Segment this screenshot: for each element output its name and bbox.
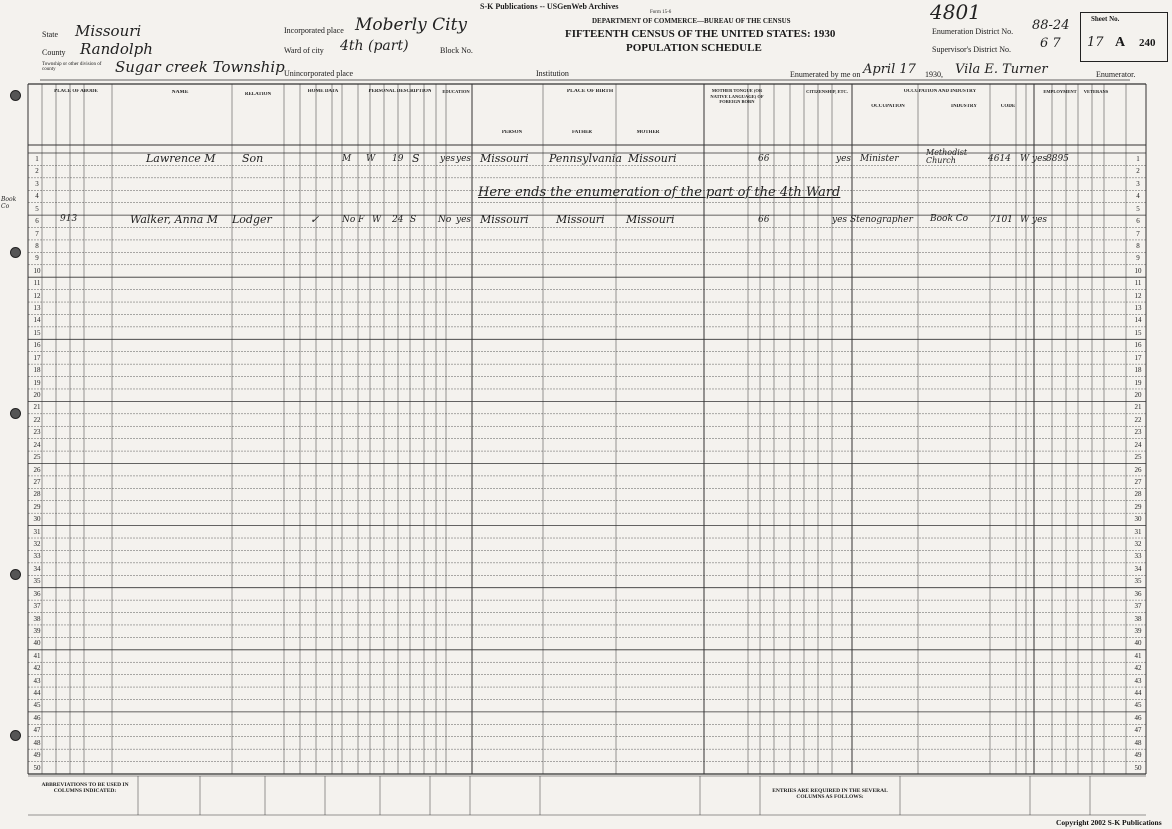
row-number-left: 3	[35, 179, 39, 188]
row1-emp-code: 8895	[1046, 154, 1069, 164]
row-number-left: 25	[33, 453, 41, 462]
county-label: County	[42, 48, 66, 57]
head-occ: OCCUPATION	[871, 104, 905, 109]
row-number-right: 47	[1134, 726, 1142, 735]
row-number-right: 50	[1134, 763, 1142, 772]
row6-house: 913	[60, 214, 78, 224]
row-number-right: 40	[1134, 639, 1142, 648]
enumerated-label: Enumerated by me on	[790, 70, 861, 79]
row-number-right: 36	[1134, 589, 1142, 598]
head-relation: RELATION	[244, 92, 272, 97]
row1-race: W	[366, 154, 376, 164]
row1-occ-code: 4614	[988, 154, 1011, 164]
county-value: Randolph	[80, 40, 153, 58]
row1-class: W	[1020, 154, 1030, 164]
institution-label: Institution	[536, 69, 569, 78]
banner: S-K Publications -- USGenWeb Archives	[480, 2, 619, 11]
row-number-right: 20	[1134, 390, 1142, 399]
head-mother: MOTHER	[636, 130, 660, 135]
row-number-left: 11	[33, 279, 41, 288]
row-number-right: 41	[1134, 651, 1142, 660]
row1-birth-person: Missouri	[480, 152, 529, 165]
row6-occupation: Stenographer	[850, 215, 913, 225]
row-number-left: 31	[33, 527, 41, 536]
row-number-right: 3	[1136, 179, 1140, 188]
stamp-number: 4801	[930, 0, 981, 24]
row-number-right: 42	[1134, 664, 1142, 673]
ends-note: Here ends the enumeration of the part of the 4th Ward	[478, 185, 841, 200]
head-home: HOME DATA	[307, 89, 339, 94]
ward-value: 4th (part)	[340, 38, 409, 54]
row-number-left: 39	[33, 626, 41, 635]
footer-title: ABBREVIATIONS TO BE USED IN COLUMNS INDICATED:	[41, 782, 129, 794]
state-value: Missouri	[75, 22, 142, 40]
row-number-left: 17	[33, 353, 41, 362]
row1-sex: M	[342, 154, 352, 164]
row-number-left: 49	[33, 751, 41, 760]
sheet-side: A	[1115, 35, 1126, 50]
enumerated-date: April 17	[863, 62, 916, 77]
row-number-left: 23	[33, 428, 41, 437]
row-number-right: 38	[1134, 614, 1142, 623]
enum-district-label: Enumeration District No.	[932, 27, 1014, 36]
row1-age: 19	[392, 154, 404, 164]
row-number-right: 45	[1134, 701, 1142, 710]
row-number-right: 21	[1134, 403, 1142, 412]
row-number-right: 25	[1134, 453, 1142, 462]
punch-hole	[10, 730, 21, 741]
row-number-right: 17	[1134, 353, 1142, 362]
row6-industry: Book Co	[930, 214, 969, 224]
row-number-right: 24	[1134, 440, 1142, 449]
row6-sex: F	[358, 215, 365, 225]
punch-hole	[10, 408, 21, 419]
sheet-box	[1080, 12, 1168, 62]
township-value: Sugar creek Township	[115, 58, 285, 76]
schedule-subtitle: POPULATION SCHEDULE	[626, 42, 762, 54]
row6-emp: yes	[1032, 215, 1048, 225]
row6-birth-person: Missouri	[480, 213, 529, 226]
punch-hole	[10, 90, 21, 101]
row1-birth-father: Pennsylvania	[549, 152, 622, 165]
ward-label: Ward of city	[284, 46, 324, 55]
row-number-right: 49	[1134, 751, 1142, 760]
enumerated-year: 1930,	[925, 70, 943, 79]
row-number-right: 22	[1134, 415, 1142, 424]
head-veterans: VETERANS	[1083, 89, 1109, 94]
census-title: FIFTEENTH CENSUS OF THE UNITED STATES: 1930	[565, 28, 836, 40]
row1-industry: Methodist Church	[926, 148, 968, 165]
row-number-right: 16	[1134, 341, 1142, 350]
row-number-left: 16	[33, 341, 41, 350]
row-number-left: 40	[33, 639, 41, 648]
row6-age: 24	[392, 215, 404, 225]
row-number-left: 44	[33, 689, 41, 698]
row-number-left: 4	[35, 192, 39, 201]
row6-marital: S	[410, 215, 417, 225]
row-number-right: 37	[1134, 602, 1142, 611]
row-number-right: 46	[1134, 713, 1142, 722]
head-tongue: MOTHER TONGUE (OR NATIVE LANGUAGE) OF FOREIGN BORN	[710, 88, 764, 104]
row-number-right: 14	[1134, 316, 1142, 325]
row-number-left: 2	[35, 167, 39, 176]
row-number-right: 32	[1134, 540, 1142, 549]
row-number-right: 30	[1134, 515, 1142, 524]
row-number-left: 18	[33, 366, 41, 375]
row-number-left: 41	[33, 651, 41, 660]
row-number-left: 46	[33, 713, 41, 722]
sheet-number: 17	[1087, 35, 1104, 50]
state-label: State	[42, 30, 58, 39]
row6-name: Walker, Anna M	[130, 213, 219, 226]
row-number-left: 20	[33, 390, 41, 399]
form-no: Form 15-6	[650, 10, 672, 15]
row-number-left: 26	[33, 465, 41, 474]
head-education: EDUCATION	[442, 89, 470, 94]
row-number-left: 38	[33, 614, 41, 623]
row-number-right: 6	[1136, 217, 1140, 226]
row1-emp: yes	[1032, 154, 1048, 164]
row-number-left: 8	[35, 241, 39, 250]
row-number-left: 14	[33, 316, 41, 325]
row-number-right: 27	[1134, 477, 1142, 486]
row-number-left: 42	[33, 664, 41, 673]
row-number-right: 26	[1134, 465, 1142, 474]
row-number-left: 1	[35, 155, 39, 163]
row-number-right: 13	[1134, 304, 1142, 313]
head-citizenship: CITIZENSHIP, ETC.	[806, 89, 848, 94]
row-number-left: 47	[33, 726, 41, 735]
row-number-right: 19	[1134, 378, 1142, 387]
head-abode: PLACE OF ABODE	[54, 89, 98, 94]
row-number-right: 33	[1134, 552, 1142, 561]
row6-relation: Lodger	[232, 213, 272, 226]
row-number-right: 18	[1134, 366, 1142, 375]
row1-occupation: Minister	[860, 154, 899, 164]
row1-english: yes	[836, 154, 852, 164]
row-number-left: 7	[35, 229, 39, 238]
row-number-left: 37	[33, 602, 41, 611]
row-number-right: 39	[1134, 626, 1142, 635]
row-number-right: 8	[1136, 241, 1140, 250]
township-label: Township or other division of county	[42, 62, 102, 72]
row-number-right: 28	[1134, 490, 1142, 499]
row-number-right: 43	[1134, 676, 1142, 685]
row1-marital: S	[412, 152, 420, 165]
row-number-left: 19	[33, 378, 41, 387]
row-number-right: 23	[1134, 428, 1142, 437]
head-employment: EMPLOYMENT	[1043, 89, 1077, 94]
row-number-left: 43	[33, 676, 41, 685]
head-name: NAME	[171, 90, 189, 95]
row-number-right: 4	[1136, 192, 1140, 201]
row-number-left: 15	[33, 328, 41, 337]
block-label: Block No.	[440, 46, 473, 55]
row-number-left: 27	[33, 477, 41, 486]
incorporated-value: Moberly City	[355, 15, 468, 35]
row-number-left: 9	[35, 254, 39, 263]
row-number-left: 35	[33, 577, 41, 586]
row6-school: No	[438, 215, 452, 225]
row-number-right: 44	[1134, 689, 1142, 698]
row-number-left: 45	[33, 701, 41, 710]
row6-farm: No	[342, 215, 356, 225]
row-number-right: 15	[1134, 328, 1142, 337]
supervisor-label: Supervisor's District No.	[932, 45, 1011, 54]
row-number-right: 5	[1136, 204, 1140, 213]
copyright: Copyright 2002 S-K Publications	[1056, 818, 1162, 827]
row-number-left: 50	[33, 763, 41, 772]
row-number-left: 5	[35, 204, 39, 213]
row6-english: yes	[832, 215, 848, 225]
row-number-left: 21	[33, 403, 41, 412]
row-number-left: 48	[33, 738, 41, 747]
department: DEPARTMENT OF COMMERCE—BUREAU OF THE CENSUS	[592, 17, 791, 25]
head-person: PERSON	[501, 130, 523, 135]
supervisor-value: 6 7	[1040, 36, 1061, 51]
unincorporated-label: Unincorporated place	[284, 69, 354, 78]
row-number-left: 22	[33, 415, 41, 424]
row-number-left: 6	[35, 217, 39, 226]
row-number-right: 10	[1134, 266, 1142, 275]
punch-hole	[10, 569, 21, 580]
row-number-left: 13	[33, 304, 41, 313]
row-number-left: 33	[33, 552, 41, 561]
footer-entries: ENTRIES ARE REQUIRED IN THE SEVERAL COLUMNS AS FOLLOWS:	[772, 788, 888, 800]
row-number-right: 48	[1134, 738, 1142, 747]
head-birth: PLACE OF BIRTH	[566, 89, 614, 94]
incorporated-label: Incorporated place	[284, 26, 344, 35]
row-number-left: 29	[33, 502, 41, 511]
enum-district-value: 88-24	[1032, 18, 1070, 33]
row6-code: 66	[758, 215, 770, 225]
row-number-left: 10	[33, 266, 41, 275]
row-number-right: 31	[1134, 527, 1142, 536]
row-number-left: 12	[33, 291, 41, 300]
row-number-right: 12	[1134, 291, 1142, 300]
row-number-right: 9	[1136, 254, 1140, 263]
row1-relation: Son	[242, 152, 264, 165]
head-occupation: OCCUPATION AND INDUSTRY	[903, 89, 977, 94]
row1-birth-mother: Missouri	[628, 152, 677, 165]
row6-occ-code: 7101	[990, 215, 1013, 225]
head-father: FATHER	[571, 130, 593, 135]
head-code: CODE	[1000, 104, 1016, 109]
row-number-left: 28	[33, 490, 41, 499]
row6-radio: ✓	[310, 213, 320, 226]
row6-race: W	[372, 215, 382, 225]
row-number-right: 29	[1134, 502, 1142, 511]
enumerator-name: Vila E. Turner	[955, 62, 1048, 77]
enumerator-label: Enumerator.	[1096, 70, 1136, 79]
row1-school: yes	[440, 154, 456, 164]
row-number-left: 30	[33, 515, 41, 524]
row-number-right: 35	[1134, 577, 1142, 586]
row6-class: W	[1020, 215, 1030, 225]
row6-read: yes	[456, 215, 472, 225]
row1-read: yes	[456, 154, 472, 164]
sheet-page: 240	[1139, 37, 1156, 49]
margin-note: Book Co	[1, 196, 17, 210]
row-number-right: 2	[1136, 167, 1140, 176]
row-number-right: 11	[1134, 279, 1142, 288]
row-number-right: 7	[1136, 229, 1140, 238]
row-number-left: 32	[33, 540, 41, 549]
head-industry: INDUSTRY	[951, 104, 977, 109]
row1-code: 66	[758, 154, 770, 164]
row-number-right: 34	[1134, 564, 1142, 573]
sheet-label: Sheet No.	[1091, 15, 1120, 23]
row-number-right: 1	[1136, 155, 1140, 163]
row6-birth-mother: Missouri	[626, 213, 675, 226]
punch-hole	[10, 247, 21, 258]
row-number-left: 24	[33, 440, 41, 449]
row1-name: Lawrence M	[146, 152, 216, 165]
row-number-left: 34	[33, 564, 41, 573]
row6-birth-father: Missouri	[556, 213, 605, 226]
row-number-left: 36	[33, 589, 41, 598]
head-personal: PERSONAL DESCRIPTION	[368, 89, 432, 94]
